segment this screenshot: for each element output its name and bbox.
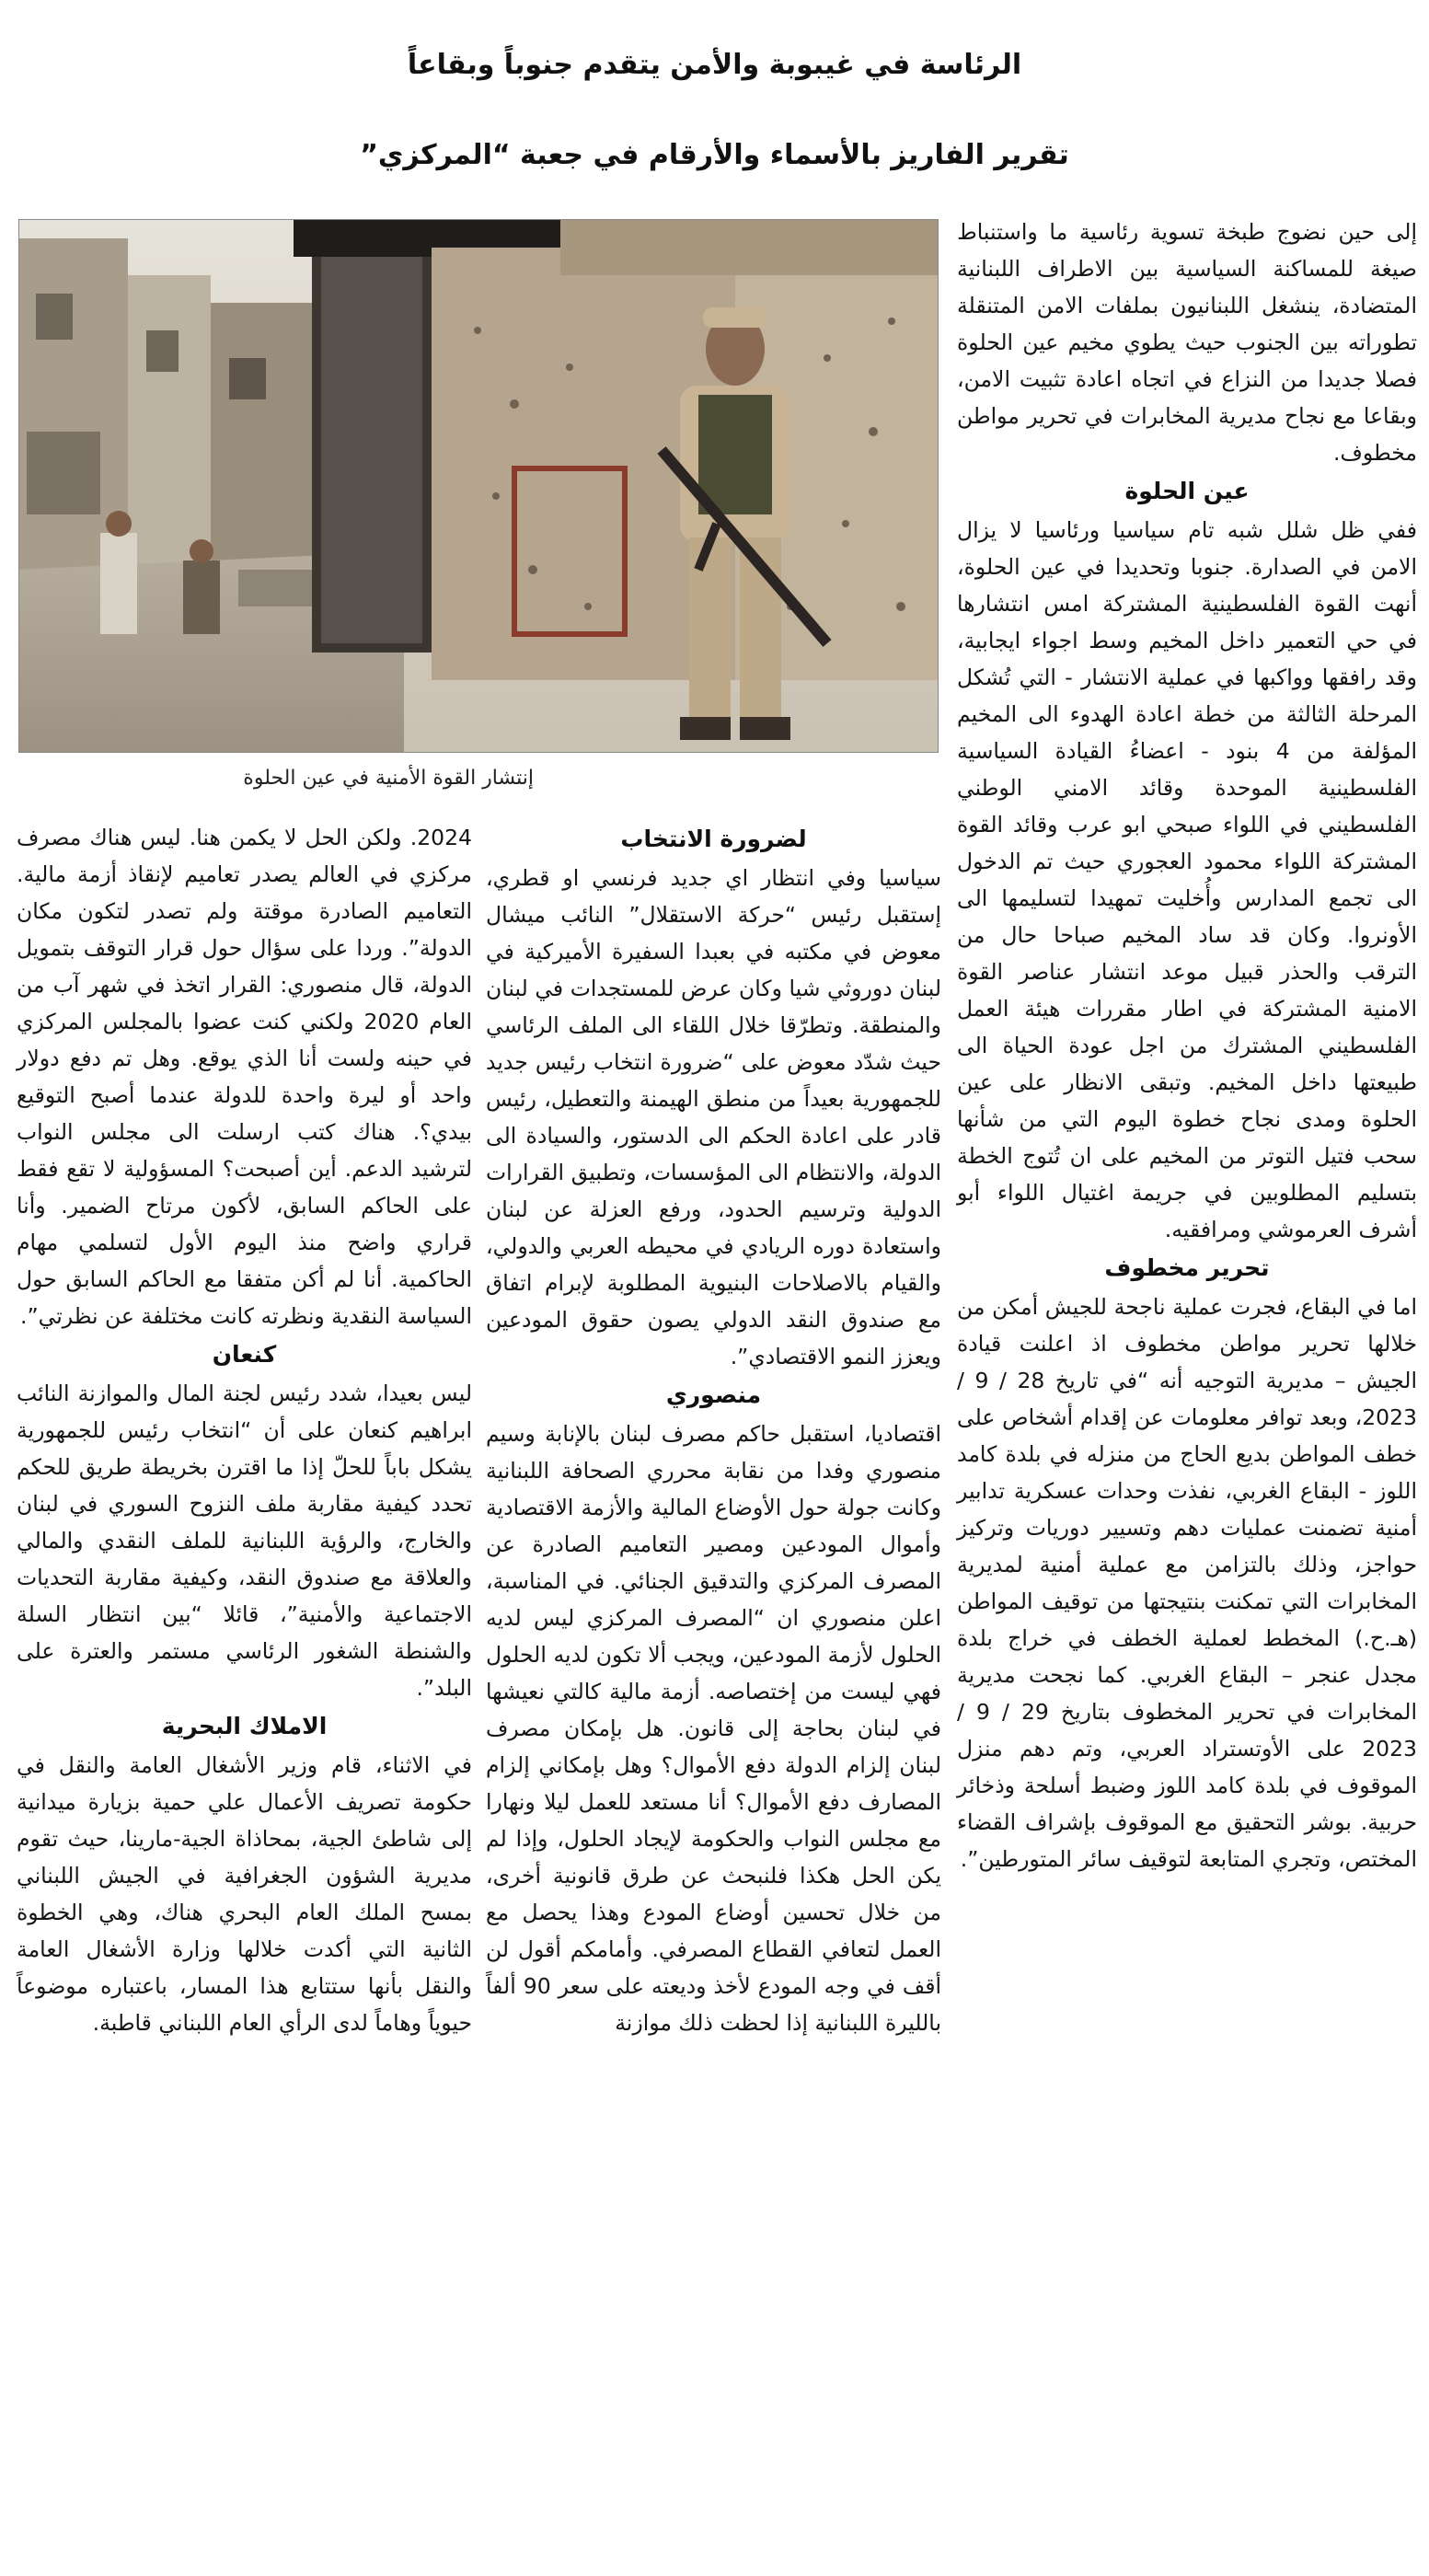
subheading-ain-al-hilweh: عين الحلوة [1124,478,1250,504]
paragraph-ain-al-hilweh: ففي ظل شلل شبه تام سياسيا ورئاسيا لا يزال الامن في الصدارة. جنوبا وتحديدا في عين الحلوة، أنهت القوة الفلسطينية المشتركة امس انتشارها في حي التعمير داخل المخيم وسط اجواء ايجابية، وقد رافقها وواكبها في عملية الانتشار - التي تُشكل المرحلة الثالثة من خطة اعادة الهدوء الى المخيم المؤلفة من 4 بنود - اعضاءُ القيادة السياسية الفلسطينية الموحدة وقائد الامني الوطني الفلسطيني في اللواء صبحي ابو عرب وقائد القوة المشتركة اللواء محمود العجوري حيث تم الدخول الى تجمع المدارس وأُخليت تمهيدا لتسليمها الى الأونروا. وكان قد ساد المخيم صباحا حال من الترقب والحذر قبيل موعد انتشار عناصر القوة الامنية المشتركة في اطار مقررات هيئة العمل الفلسطيني المشترك من اجل عودة الحياة الى طبيعتها داخل المخيم. وتبقى الانظار على عين الحلوة ومدى نجاح خطوة اليوم التي من شأنها سحب فتيل التوتر من المخيم على ان تُتوج الخطة بتسليم المطلوبين في جريمة اغتيال اللواء أبو أشرف العرموشي ومرافقيه. [957,517,1417,1242]
article-column-right [957,214,1417,1877]
subheading-kidnap-release: تحرير مخطوف [1104,1254,1270,1281]
article-column-left [17,819,472,2041]
paragraph-intro: إلى حين نضوج طبخة تسوية رئاسية ما واستنباط صيغة للمساكنة السياسية بين الاطراف اللبنانية المتضادة، ينشغل اللبنانيون بملفات الامن المتنقلة تطوراته بين الجنوب حيث يطوي مخيم عين الحلوة فصلا جديدا من النزاع في اتجاه اعادة تثبيت الامن، وبقاعا مع نجاح مديرية المخابرات في تحرير مواطن مخطوف. [957,219,1417,466]
paragraph-election-necessity: سياسيا وفي انتظار اي جديد فرنسي او قطري، إستقبل رئيس “حركة الاستقلال” النائب ميشال معوض في مكتبه في بعبدا السفيرة الأميركية في لبنان دوروثي شيا وكان عرض للمستجدات في لبنان والمنطقة. وتطرّقا خلال اللقاء الى الملف الرئاسي حيث شدّد معوض على “ضرورة انتخاب رئيس جديد للجمهورية بعيداً من منطق الهيمنة والتعطيل، رئيس قادر على اعادة الحكم الى الدستور، والسيادة الى الدولة، والانتظام الى المؤسسات، وتطبيق القرارات الدولية وترسيم الحدود، ورفع العزلة عن لبنان واستعادة دوره الريادي في محيطه العربي والدولي، والقيام بالاصلاحات البنيوية المطلوبة لإبرام اتفاق مع صندوق النقد الدولي يصون حقوق المودعين ويعزز النمو الاقتصادي”. [486,865,941,1369]
subheading-mansouri: منصوري [665,1381,762,1408]
headline-line-1: الرئاسة في غيبوبة والأمن يتقدم جنوباً وبقاعاً [407,49,1022,81]
subheading-election-necessity: لضرورة الانتخاب [620,826,807,852]
article-column-middle [486,819,941,2041]
paragraph-mansouri-continued: 2024. ولكن الحل لا يكمن هنا. ليس هناك مصرف مركزي في العالم يصدر تعاميم لإنقاذ أزمة مالية. التعاميم الصادرة موقتة ولم تصدر لتكون مكان الدولة”. وردا على سؤال حول قرار التوقف بتمويل الدولة، قال منصوري: القرار اتخذ في شهر آب من العام 2020 ولكني كنت عضوا بالمجلس المركزي في حينه ولست أنا الذي يوقع. وهل تم دفع دولار واحد أو ليرة واحدة للدولة عندما أصبح التوقيع بيدي؟. هناك كتب ارسلت الى مجلس النواب لترشيد الدعم. أين أصبحت؟ المسؤولية لا تقع فقط على الحاكم السابق، لأكون مرتاح الضمير. وأنا قراري واضح منذ اليوم الأول لتسلمي مهام الحاكمية. أنا لم أكن متفقا مع الحاكم السابق حول السياسة النقدية ونظرته كانت مختلفة عن نظرتي”. [17,825,472,1329]
article-photo [18,219,939,753]
paragraph-maritime-property: في الاثناء، قام وزير الأشغال العامة والنقل في حكومة تصريف الأعمال علي حمية بزيارة ميدانية إلى شاطئ الجية، بمحاذاة الجية-مارينا، حيث تقوم مديرية الشؤون الجغرافية في الجيش اللبناني بمسح الملك العام البحري هناك، وهي الخطوة الثانية التي أكدت خلالها وزارة الأشغال العامة والنقل بأنها ستتابع هذا المسار، باعتباره موضوعاً حيوياً وهاماً لدى الرأي العام اللبناني قاطبة. [17,1752,472,2036]
paragraph-mansouri: اقتصاديا، استقبل حاكم مصرف لبنان بالإنابة وسيم منصوري وفدا من نقابة محرري الصحافة اللبنانية وكانت جولة حول الأوضاع المالية والأزمة الاقتصادية وأموال المودعين ومصير التعاميم الصادرة عن المصرف المركزي والتدقيق الجنائي. في المناسبة، اعلن منصوري ان “المصرف المركزي ليس لديه الحلول لأزمة المودعين، ويجب ألا تكون لديه الحلول فهي ليست من إختصاصه. أزمة مالية كالتي نعيشها في لبنان بحاجة إلى قانون. هل بإمكان مصرف لبنان إلزام الدولة دفع الأموال؟ وهل بإمكاني إلزام المصارف دفع الأموال؟ أنا مستعد للعمل ليلا ونهارا مع مجلس النواب والحكومة لإيجاد الحلول، وإذا لم يكن الحل هكذا فلنبحث عن طرق قانونية أخرى، من خلال تحسين أوضاع المودع وهذا يحصل مع العمل لتعافي القطاع المصرفي. وأمامكم أقول لن أقف في وجه المودع لأخذ وديعته على سعر 90 ألفاً بالليرة اللبنانية إذا لحظت ذلك موازنة [486,1421,941,2036]
paragraph-kanaan: ليس بعيدا، شدد رئيس لجنة المال والموازنة النائب ابراهيم كنعان على أن “انتخاب رئيس للجمهورية يشكل باباً للحلّ إذا ما اقترن بخريطة طريق للحكم تحدد كيفية مقاربة ملف النزوح السوري في لبنان والخارج، والرؤية اللبنانية للملف النقدي والمالي والعلاقة مع صندوق النقد، وكيفية مقاربة التحديات الاجتماعية والأمنية”، قائلا “بين انتظار السلة والشنطة الشغور الرئاسي مستمر والعترة على البلد”. [17,1380,472,1701]
subheading-maritime-property: الاملاك البحرية [161,1713,328,1739]
headline-line-2: تقرير الفاريز بالأسماء والأرقام في جعبة “المركزي” [360,139,1069,171]
photo-caption: إنتشار القوة الأمنية في عين الحلوة [243,767,534,790]
security-force-photo [18,220,938,753]
subheading-kanaan: كنعان [212,1341,277,1368]
paragraph-kidnap-release: اما في البقاع، فجرت عملية ناجحة للجيش أمكن من خلالها تحرير مواطن مخطوف اذ اعلنت قيادة الجيش – مديرية التوجيه أنه “في تاريخ 28 / 9 / 2023، وبعد توافر معلومات عن إقدام أشخاص على خطف المواطن بديع الحاج من منزله في بلدة كامد اللوز - البقاع الغربي، نفذت وحدات عسكرية تدابير أمنية تضمنت عمليات دهم وتسيير دوريات وتركيز حواجز، وذلك بالتزامن مع عملية أمنية لمديرية المخابرات التي تمكنت بنتيجتها من توقيف المواطن (هـ.ح.) المخطط لعملية الخطف في خراج بلدة مجدل عنجر – البقاع الغربي. كما نجحت مديرية المخابرات في تحرير المخطوف بتاريخ 29 / 9 / 2023 على الأوتستراد العربي، وتم دهم منزل الموقوف في بلدة كامد اللوز وضبط أسلحة وذخائر حربية. بوشر التحقيق مع الموقوف بإشراف القضاء المختص، وتجري المتابعة لتوقيف سائر المتورطين”. [957,1294,1417,1872]
